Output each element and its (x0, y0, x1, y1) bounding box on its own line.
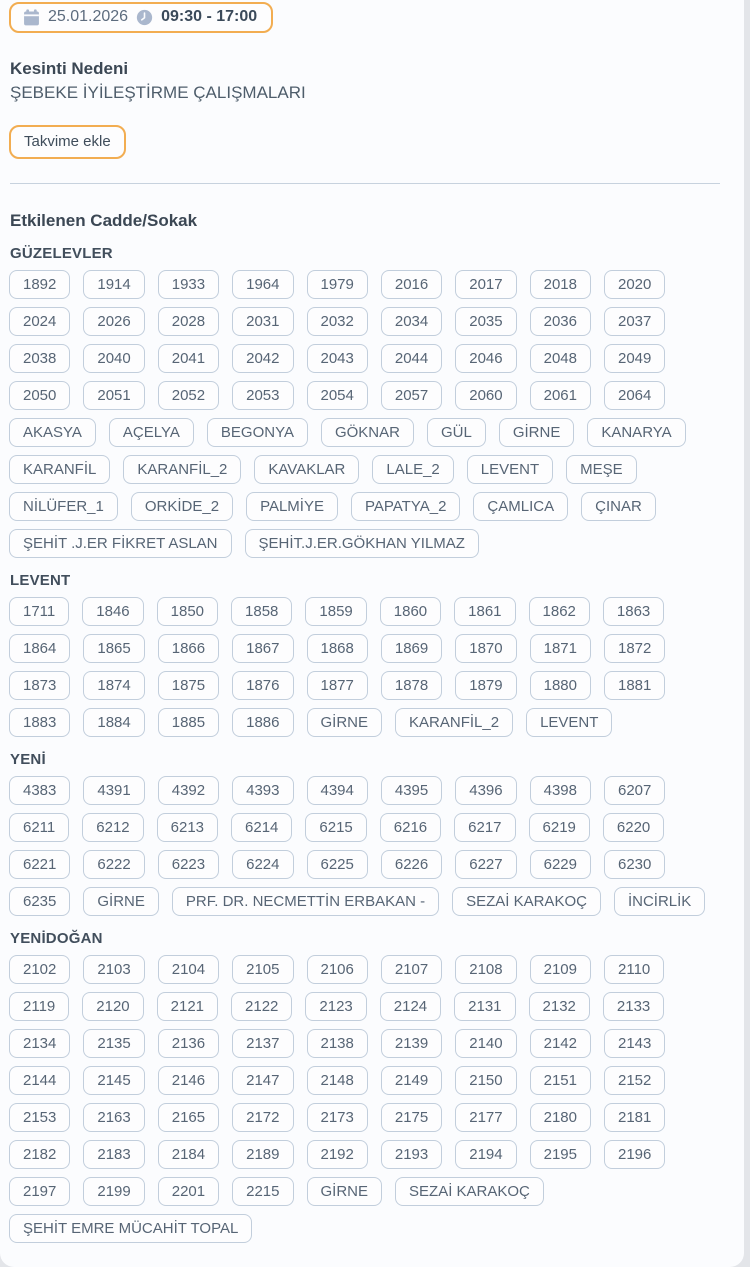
street-chip: 2215 (232, 1177, 293, 1206)
street-chip: 2103 (83, 955, 144, 984)
street-chip: 6217 (454, 813, 515, 842)
street-chip: 6235 (9, 887, 70, 916)
street-chip: 2106 (307, 955, 368, 984)
street-chip: 2104 (158, 955, 219, 984)
street-chip: PRF. DR. NECMETTİN ERBAKAN - (172, 887, 439, 916)
street-chip: BEGONYA (207, 418, 308, 447)
calendar-icon (23, 9, 40, 26)
street-chip: 1864 (9, 634, 70, 663)
street-chip: 2018 (530, 270, 591, 299)
street-chip: 2181 (604, 1103, 665, 1132)
street-chip: 1711 (9, 597, 69, 626)
street-chip: 2147 (232, 1066, 293, 1095)
street-chip: 6227 (455, 850, 516, 879)
street-chip: LEVENT (526, 708, 612, 737)
street-chip: 1933 (158, 270, 219, 299)
street-chip: GÖKNAR (321, 418, 414, 447)
street-chip: 4393 (232, 776, 293, 805)
street-chip: 2148 (307, 1066, 368, 1095)
street-chip: 2048 (530, 344, 591, 373)
street-section (9, 572, 734, 737)
street-chip: 2184 (158, 1140, 219, 1169)
street-chip: 2110 (604, 955, 664, 984)
date-time-pill[interactable] (9, 2, 273, 33)
street-chip: 1979 (307, 270, 368, 299)
street-chip: 1870 (455, 634, 516, 663)
street-chip: KARANFİL_2 (123, 455, 241, 484)
street-chip: 1869 (381, 634, 442, 663)
street-chip: 2189 (232, 1140, 293, 1169)
street-chip: 1859 (305, 597, 366, 626)
street-chip-list (9, 776, 734, 916)
street-chip: 2054 (307, 381, 368, 410)
street-chip: ŞEHİT EMRE MÜCAHİT TOPAL (9, 1214, 252, 1243)
street-chip: 1868 (307, 634, 368, 663)
street-chip: 2057 (381, 381, 442, 410)
street-chip: 2051 (83, 381, 144, 410)
street-chip: 1880 (530, 671, 591, 700)
street-chip: 1867 (232, 634, 293, 663)
street-chip: GÜL (427, 418, 486, 447)
street-chip: 6211 (9, 813, 69, 842)
street-section-name: YENİ (10, 751, 46, 769)
street-chip: 1881 (604, 671, 665, 700)
street-chip: 2041 (158, 344, 219, 373)
street-chip: 6219 (529, 813, 590, 842)
street-chip: 2119 (9, 992, 69, 1021)
street-chip: KARANFİL_2 (395, 708, 513, 737)
street-chip: 2135 (83, 1029, 144, 1058)
street-chip: 2061 (530, 381, 591, 410)
street-chip: 2132 (529, 992, 590, 1021)
street-chip: 1858 (231, 597, 292, 626)
street-chip: 2136 (158, 1029, 219, 1058)
street-chip: ŞEHİT .J.ER FİKRET ASLAN (9, 529, 232, 558)
street-chip: 2028 (158, 307, 219, 336)
street-chip: 1860 (380, 597, 441, 626)
street-chip: 1873 (9, 671, 70, 700)
street-chip: 4392 (158, 776, 219, 805)
street-chip: 2151 (530, 1066, 591, 1095)
street-chip: 2150 (455, 1066, 516, 1095)
reason-value: ŞEBEKE İYİLEŞTİRME ÇALIŞMALARI (10, 83, 306, 103)
reason-label: Kesinti Nedeni (10, 59, 129, 78)
street-chip: ŞEHİT.J.ER.GÖKHAN YILMAZ (245, 529, 479, 558)
street-chip: GİRNE (499, 418, 575, 447)
street-section (9, 751, 734, 916)
street-chip: 2134 (9, 1029, 70, 1058)
street-section-name: YENİDOĞAN (10, 930, 103, 948)
street-chip: 2152 (604, 1066, 665, 1095)
street-chip: 1883 (9, 708, 70, 737)
street-chip: 1964 (232, 270, 293, 299)
street-chip: 2046 (455, 344, 516, 373)
street-chip: 2165 (158, 1103, 219, 1132)
street-chip: 2040 (83, 344, 144, 373)
street-chip: 2194 (455, 1140, 516, 1169)
street-chip: 6222 (83, 850, 144, 879)
street-chip: 2122 (231, 992, 292, 1021)
street-chip: 2107 (381, 955, 442, 984)
street-chip: 2140 (455, 1029, 516, 1058)
street-chip: KANARYA (587, 418, 685, 447)
street-chip: 2016 (381, 270, 442, 299)
street-chip: 1862 (529, 597, 590, 626)
street-chip: 2199 (83, 1177, 144, 1206)
street-chip: 2102 (9, 955, 70, 984)
street-chip: 2145 (83, 1066, 144, 1095)
street-chip: 6226 (381, 850, 442, 879)
street-chip: 2177 (455, 1103, 516, 1132)
street-chip: 2201 (158, 1177, 219, 1206)
street-chip: 2036 (530, 307, 591, 336)
street-chip: 2149 (381, 1066, 442, 1095)
street-chip: 4398 (530, 776, 591, 805)
street-chip: 4394 (307, 776, 368, 805)
street-chip: 2064 (604, 381, 665, 410)
street-chip: KAVAKLAR (254, 455, 359, 484)
street-chip: 2042 (232, 344, 293, 373)
street-chip: 1865 (83, 634, 144, 663)
street-chip: 2172 (232, 1103, 293, 1132)
street-chip: 1872 (604, 634, 665, 663)
street-chip: 1885 (158, 708, 219, 737)
street-chip: 4391 (83, 776, 144, 805)
street-chip: 1892 (9, 270, 70, 299)
street-chip: 2050 (9, 381, 70, 410)
street-chip: ÇAMLICA (473, 492, 568, 521)
clock-icon (136, 9, 153, 26)
street-chip: 2049 (604, 344, 665, 373)
street-chip: 2180 (530, 1103, 591, 1132)
street-chip: 6229 (530, 850, 591, 879)
street-chip: 2139 (381, 1029, 442, 1058)
outage-time: 09:30 - 17:00 (161, 8, 258, 25)
street-chip: 1874 (83, 671, 144, 700)
street-chip: KARANFİL (9, 455, 110, 484)
street-chip: 1846 (82, 597, 143, 626)
street-chip: MEŞE (566, 455, 637, 484)
street-chip: 1866 (158, 634, 219, 663)
section-divider (10, 183, 720, 184)
street-chip: 2121 (157, 992, 218, 1021)
street-chip: 2142 (530, 1029, 591, 1058)
street-chip: 2153 (9, 1103, 70, 1132)
affected-streets-title: Etkilenen Cadde/Sokak (10, 211, 198, 231)
street-chip: 6225 (307, 850, 368, 879)
street-chip: 2020 (604, 270, 665, 299)
street-chip: 2035 (455, 307, 516, 336)
street-chip: 1878 (381, 671, 442, 700)
street-chip: 2053 (232, 381, 293, 410)
street-chip: 2034 (381, 307, 442, 336)
street-chip: 6213 (157, 813, 218, 842)
street-chip: 6223 (158, 850, 219, 879)
street-section-name: LEVENT (10, 572, 71, 590)
street-section (9, 930, 734, 1243)
street-chip: 6207 (604, 776, 665, 805)
street-chip-list (9, 597, 734, 737)
street-chip: 1914 (83, 270, 144, 299)
street-section-name: GÜZELEVLER (10, 245, 113, 263)
street-chip: 2137 (232, 1029, 293, 1058)
street-chip: ORKİDE_2 (131, 492, 233, 521)
street-chip: 6216 (380, 813, 441, 842)
street-chip: 6230 (604, 850, 665, 879)
street-chip: NİLÜFER_1 (9, 492, 118, 521)
street-chip: 1863 (603, 597, 664, 626)
add-to-calendar-button[interactable]: Takvime ekle (9, 125, 126, 159)
street-chip: SEZAİ KARAKOÇ (395, 1177, 544, 1206)
street-chip: 2196 (604, 1140, 665, 1169)
street-chip: 2143 (604, 1029, 665, 1058)
street-chip: 2052 (158, 381, 219, 410)
street-chip: 6212 (82, 813, 143, 842)
street-chip: 1861 (454, 597, 515, 626)
street-chip: 1871 (530, 634, 591, 663)
street-chip: 2182 (9, 1140, 70, 1169)
street-chip: 4396 (455, 776, 516, 805)
street-chip-list (9, 955, 734, 1243)
street-chip: 2024 (9, 307, 70, 336)
street-chip: PALMİYE (246, 492, 338, 521)
street-chip: 6220 (603, 813, 664, 842)
street-chip: 6221 (9, 850, 70, 879)
street-chip: 2037 (604, 307, 665, 336)
street-chip: 2138 (307, 1029, 368, 1058)
street-chip: 2175 (381, 1103, 442, 1132)
street-chip: 2183 (83, 1140, 144, 1169)
street-chip: 1884 (83, 708, 144, 737)
street-chip: 6215 (305, 813, 366, 842)
street-chip: 2133 (603, 992, 664, 1021)
outage-date: 25.01.2026 (48, 8, 129, 25)
street-chip: PAPATYA_2 (351, 492, 460, 521)
street-chip: 4395 (381, 776, 442, 805)
street-chip: 2031 (232, 307, 293, 336)
street-chip: 6214 (231, 813, 292, 842)
street-chip: LALE_2 (372, 455, 453, 484)
street-chip: 4383 (9, 776, 70, 805)
street-chip: 2026 (83, 307, 144, 336)
street-chip: 1875 (158, 671, 219, 700)
street-chip: 2017 (455, 270, 516, 299)
street-chip: 2120 (82, 992, 143, 1021)
street-chip: 2060 (455, 381, 516, 410)
street-section (9, 245, 734, 558)
street-chip: 2032 (307, 307, 368, 336)
street-chip: AÇELYA (109, 418, 194, 447)
affected-street-sections (9, 245, 734, 1243)
street-chip: 2193 (381, 1140, 442, 1169)
street-chip: 2108 (455, 955, 516, 984)
street-chip: 2123 (305, 992, 366, 1021)
street-chip: GİRNE (83, 887, 159, 916)
street-chip: GİRNE (307, 708, 383, 737)
street-chip: ÇINAR (581, 492, 656, 521)
street-chip: 2105 (232, 955, 293, 984)
street-chip: LEVENT (467, 455, 553, 484)
street-chip: 1879 (455, 671, 516, 700)
street-chip: AKASYA (9, 418, 96, 447)
street-chip: 2038 (9, 344, 70, 373)
street-chip: 2173 (307, 1103, 368, 1132)
street-chip: 2197 (9, 1177, 70, 1206)
street-chip: 2195 (530, 1140, 591, 1169)
street-chip-list (9, 270, 734, 558)
street-chip: 2124 (380, 992, 441, 1021)
street-chip: 2131 (454, 992, 515, 1021)
street-chip: 2146 (158, 1066, 219, 1095)
street-chip: 2192 (307, 1140, 368, 1169)
street-chip: SEZAİ KARAKOÇ (452, 887, 601, 916)
street-chip: 2163 (83, 1103, 144, 1132)
street-chip: GİRNE (307, 1177, 383, 1206)
outage-reason (10, 58, 734, 105)
street-chip: 6224 (232, 850, 293, 879)
street-chip: 2043 (307, 344, 368, 373)
street-chip: 1876 (232, 671, 293, 700)
street-chip: 1886 (232, 708, 293, 737)
street-chip: 2044 (381, 344, 442, 373)
street-chip: İNCİRLİK (614, 887, 705, 916)
street-chip: 2109 (530, 955, 591, 984)
street-chip: 1877 (307, 671, 368, 700)
street-chip: 2144 (9, 1066, 70, 1095)
street-chip: 1850 (157, 597, 218, 626)
